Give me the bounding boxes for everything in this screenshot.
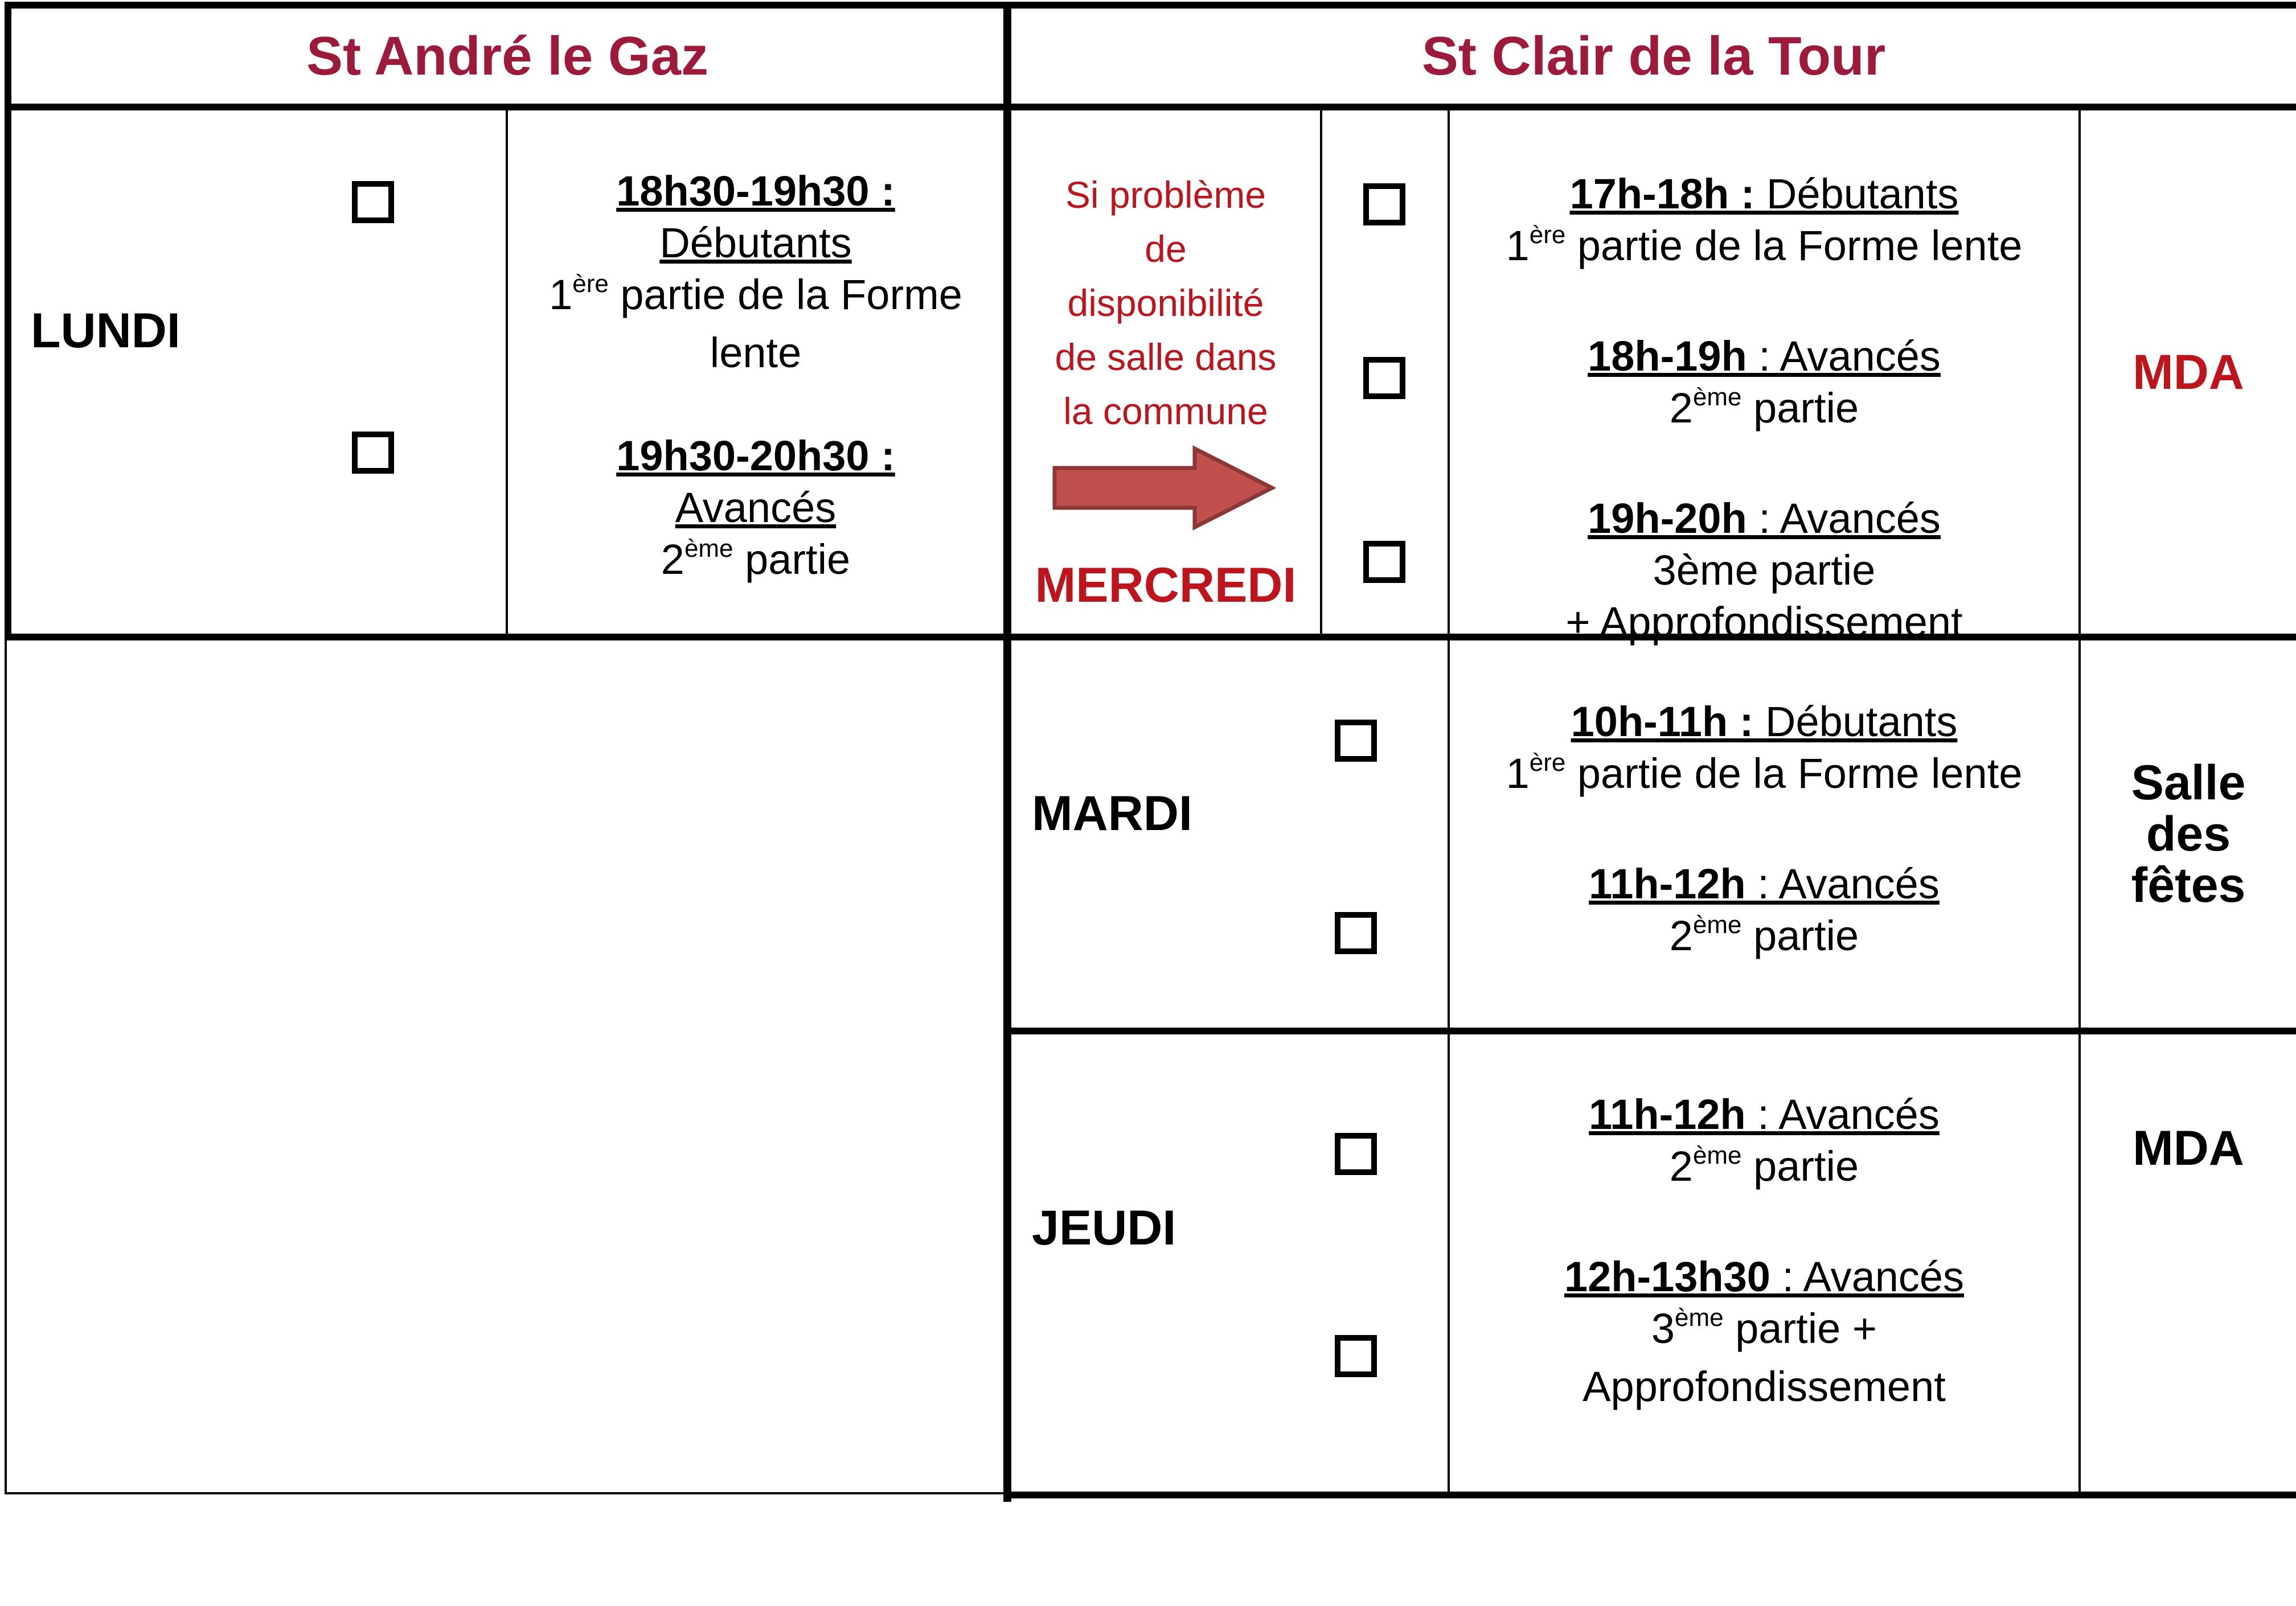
note-line: disponibilité (1067, 282, 1264, 324)
checkbox-jeudi-2[interactable] (1335, 1335, 1377, 1377)
note-line: la commune (1063, 390, 1268, 432)
mercredi-label: MERCREDI (1035, 558, 1297, 613)
mercredi-session-3: 19h-20h : Avancés 3ème partie + Approfondissement (1565, 495, 1963, 646)
lundi-sessions (508, 165, 1003, 592)
location-jeudi (2081, 1034, 2296, 1262)
location-mercredi (2081, 110, 2296, 634)
right-arrow-icon (1052, 445, 1276, 531)
checkbox-mercredi-3[interactable] (1363, 541, 1405, 583)
note-line: Si problème (1065, 174, 1266, 216)
header-st-clair-text: St Clair de la Tour (1421, 25, 1886, 87)
lundi-session-1: 18h30-19h30 : Débutants 1ère partie de la Forme lente (549, 167, 962, 376)
header-st-andre (11, 9, 1003, 104)
location-jeudi-text: MDA (2133, 1121, 2244, 1176)
jeudi-session-1: 11h-12h : Avancés 2ème partie (1589, 1091, 1940, 1190)
availability-note (1011, 168, 1320, 438)
checkbox-lundi-2[interactable] (352, 432, 394, 474)
checkbox-lundi-1[interactable] (352, 181, 394, 223)
mardi-sessions (1450, 696, 2078, 968)
checkbox-jeudi-1[interactable] (1335, 1133, 1377, 1175)
location-mardi (2081, 640, 2296, 1028)
location-mardi-line: Salle (2131, 755, 2246, 810)
note-line: de (1145, 228, 1187, 270)
checkbox-mardi-2[interactable] (1335, 912, 1377, 954)
jeudi-session-2: 12h-13h30 : Avancés 3ème partie + Approfondissement (1564, 1253, 1965, 1410)
header-st-andre-text: St André le Gaz (306, 25, 708, 87)
checkbox-mardi-1[interactable] (1335, 720, 1377, 762)
checkbox-mercredi-2[interactable] (1363, 357, 1405, 399)
note-line: de salle dans (1055, 336, 1277, 378)
day-jeudi: JEUDI (1032, 1201, 1176, 1255)
header-st-clair (1011, 9, 2296, 104)
mercredi-sessions (1450, 168, 2078, 648)
location-mardi-line: des (2146, 807, 2231, 861)
day-mardi: MARDI (1032, 786, 1192, 841)
mardi-session-1: 10h-11h : Débutants 1ère partie de la Forme lente (1506, 698, 2023, 797)
mercredi-session-2: 18h-19h : Avancés 2ème partie (1588, 332, 1941, 432)
checkbox-mercredi-1[interactable] (1363, 183, 1405, 225)
jeudi-sessions (1450, 1089, 2078, 1412)
lundi-session-2: 19h30-20h30 : Avancés 2ème partie (616, 432, 895, 583)
location-mercredi-text: MDA (2133, 344, 2244, 400)
day-lundi: LUNDI (31, 303, 181, 358)
mardi-session-2: 11h-12h : Avancés 2ème partie (1589, 860, 1940, 959)
location-mardi-line: fêtes (2131, 858, 2246, 913)
mercredi-session-1: 17h-18h : Débutants 1ère partie de la Forme lente (1506, 170, 2023, 269)
